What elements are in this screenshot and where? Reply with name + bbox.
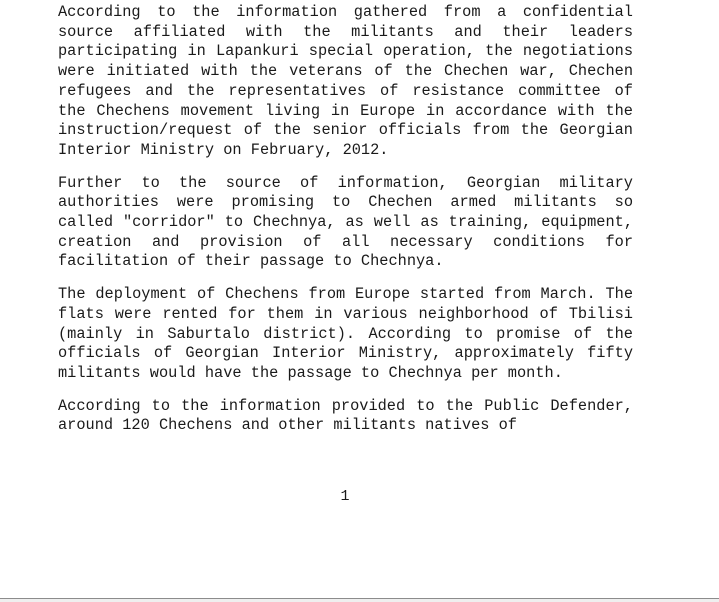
paragraph-2: Further to the source of information, Georgian military authorities were promising to Chechen armed militants so called "corridor" to Chechnya, as well as training, equipment, creation and provision of all necessary conditions for facilitation of their passage to Chechnya. [58,173,633,271]
paragraph-4: According to the information provided to the Public Defender, around 120 Chechens and other militants natives of [58,396,633,435]
document-body [58,3,633,449]
paragraph-3: The deployment of Chechens from Europe started from March. The flats were rented for them in various neighborhood of Tbilisi (mainly in Saburtalo district). According to promise of the officials of Georgian Interior Ministry, approximately fifty militants would have the passage to Chechnya per month. [58,285,633,382]
page-number: 1 [340,488,350,505]
paragraph-1: According to the information gathered from a confidential source affiliated with the militants and their leaders participating in Lapankuri special operation, the negotiations were initiated with the veterans of the Chechen war, Chechen refugees and the representatives of resistance committee of the Chechens movement living in Europe in accordance with the instruction/request of the senior officials from the Georgian Interior Ministry on February, 2012. [58,3,633,159]
